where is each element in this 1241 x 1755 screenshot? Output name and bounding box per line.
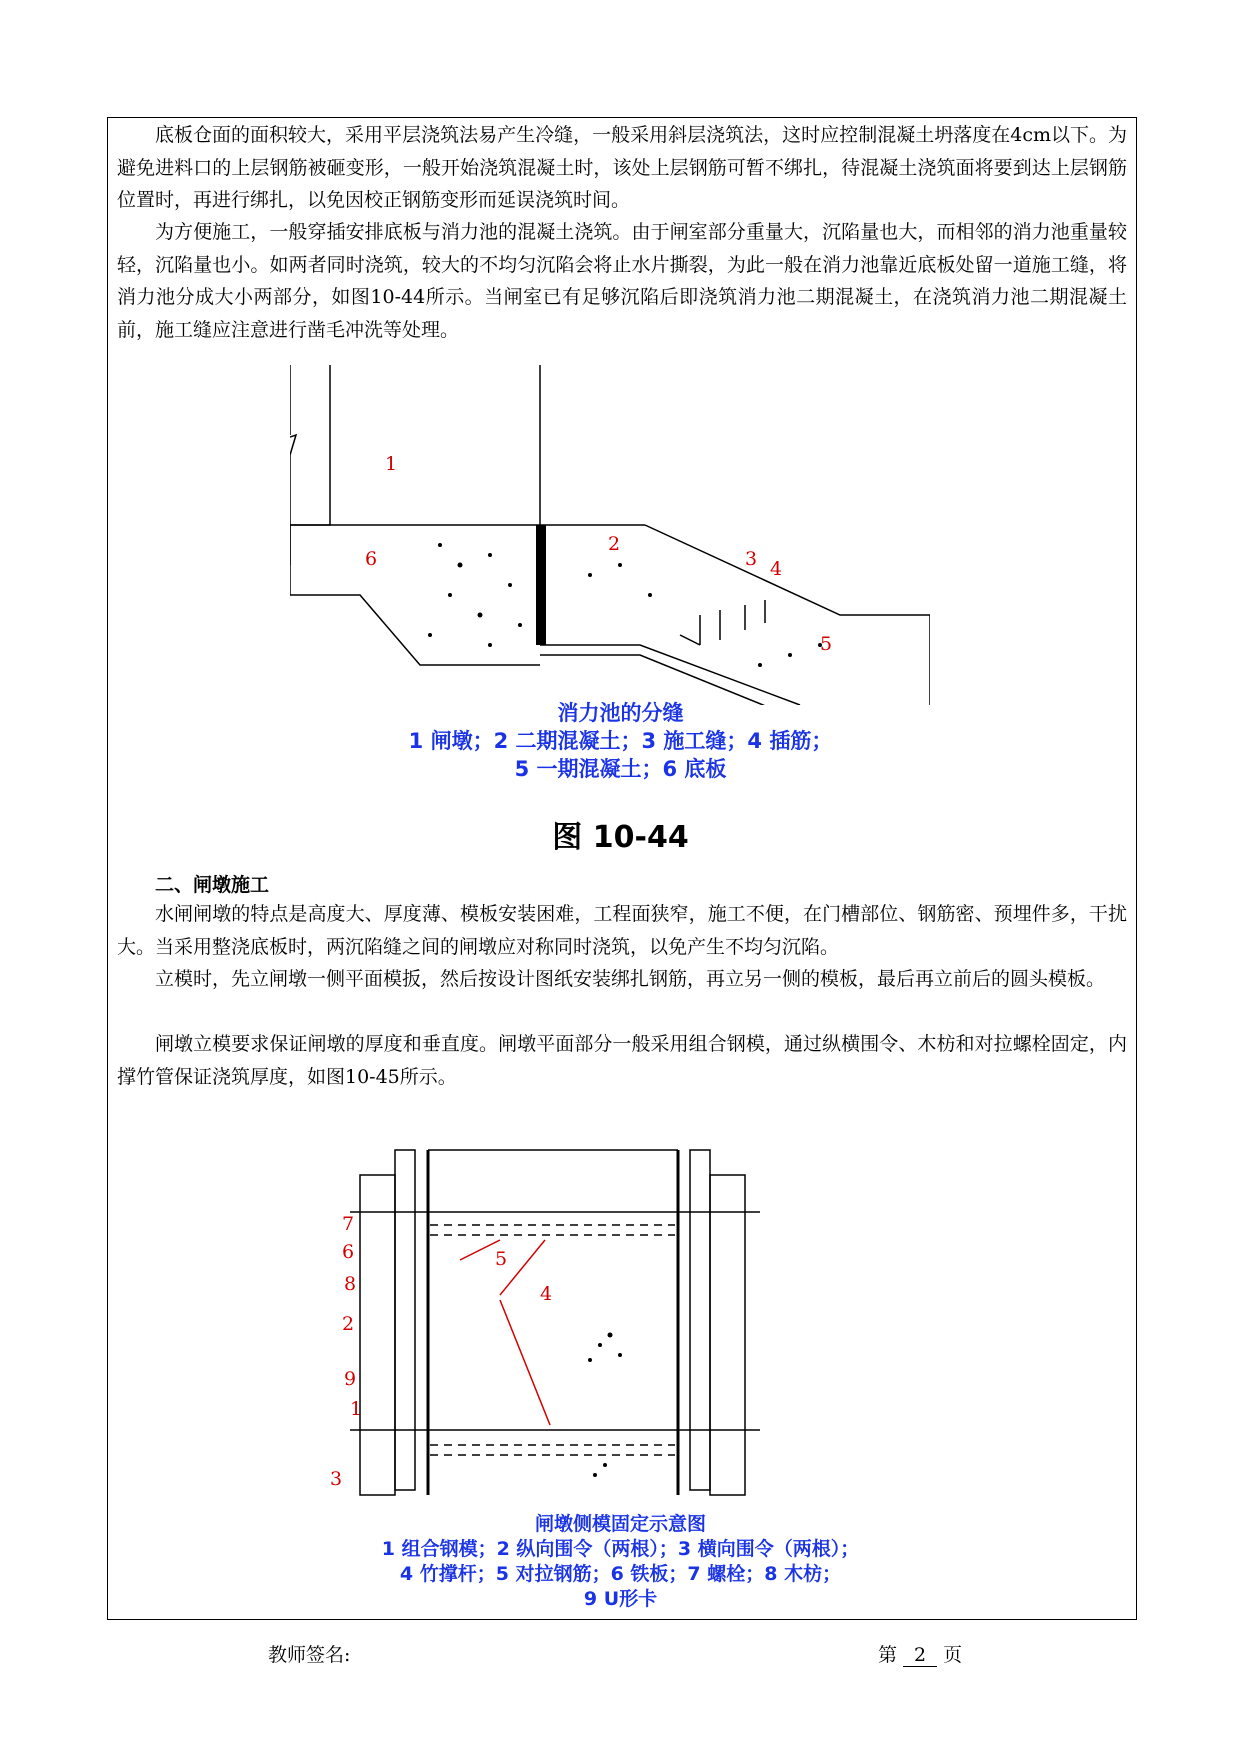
page-suffix: 页 [943,1644,963,1666]
page-number-block [878,1640,962,1667]
label-8: 8 [344,1273,357,1295]
label-3: 3 [745,548,758,570]
label-6b: 6 [342,1241,355,1263]
label-5: 5 [820,633,833,655]
paragraph-5: 闸墩立模要求保证闸墩的厚度和垂直度。闸墩平面部分一般采用组合钢模，通过纵横围令、木枋和对拉螺栓固定，内撑竹管保证浇筑厚度，如图10-45所示。 [117,1033,1127,1088]
figure2-caption-title: 闸墩侧模固定示意图 [534,1513,706,1535]
figure1-caption-title: 消力池的分缝 [557,701,684,725]
label-1: 1 [385,453,398,475]
figure2-caption-line3: 9 U形卡 [583,1588,658,1610]
label-4b: 4 [540,1283,553,1305]
label-4: 4 [770,558,783,580]
label-2: 2 [608,533,621,555]
pier-formwork-diagram [330,1130,800,1510]
section-heading: 二、闸墩施工 [155,874,270,896]
figure2-caption-line1: 1 组合钢模；2 纵向围令（两根）；3 横向围令（两根）； [381,1538,860,1560]
paragraph-4: 立模时，先立闸墩一侧平面模扳，然后按设计图纸安装绑扎钢筋，再立另一侧的模板，最后再立前后的圆头模板。 [155,968,1106,990]
label-6: 6 [365,548,378,570]
label-3b: 3 [330,1468,343,1490]
figure1-caption-line2: 5 一期混凝土；6 底板 [514,757,727,781]
paragraph-3: 水闸闸墩的特点是高度大、厚度薄、模板安装困难，工程面狭窄，施工不便，在门槽部位、钢筋密、预埋件多，干扰大。当采用整浇底板时，两沉陷缝之间的闸墩应对称同时浇筑，以免产生不均匀沉陷。 [117,903,1127,958]
label-5b: 5 [495,1248,508,1270]
label-2b: 2 [342,1313,355,1335]
label-9: 9 [344,1368,357,1390]
paragraph-1: 底板仓面的面积较大，采用平层浇筑法易产生冷缝，一般采用斜层浇筑法，这时应控制混凝土坍落度在4cm以下。为避免进料口的上层钢筋被砸变形，一般开始浇筑混凝土时，该处上层钢筋可暂不绑扎，待混凝土浇筑面将要到达上层钢筋位置时，再进行绑扎，以免因校正钢筋变形而延误浇筑时间。 [117,124,1127,211]
stilling-basin-joint-diagram [290,365,930,705]
figure1-number: 图 10-44 [552,820,689,855]
figure2-caption-line2: 4 竹撑杆；5 对拉钢筋；6 铁板；7 螺栓；8 木枋； [399,1563,842,1585]
page-number: 2 [903,1644,937,1667]
teacher-signature-label: 教师签名: [268,1644,351,1666]
figure1-caption-line1: 1 闸墩；2 二期混凝土；3 施工缝；4 插筋； [408,729,833,753]
label-1b: 1 [350,1398,363,1420]
label-7: 7 [342,1213,355,1235]
page-prefix: 第 [878,1644,898,1666]
paragraph-2: 为方便施工，一般穿插安排底板与消力池的混凝土浇筑。由于闸室部分重量大，沉陷量也大，而相邻的消力池重量较轻，沉陷量也小。如两者同时浇筑，较大的不均匀沉陷会将止水片撕裂，为此一般在消力池靠近底板处留一道施工缝，将消力池分成大小两部分，如图10-44所示。当闸室已有足够沉陷后即浇筑消力池二期混凝土，在浇筑消力池二期混凝土前，施工缝应注意进行凿毛冲洗等处理。 [117,221,1127,341]
